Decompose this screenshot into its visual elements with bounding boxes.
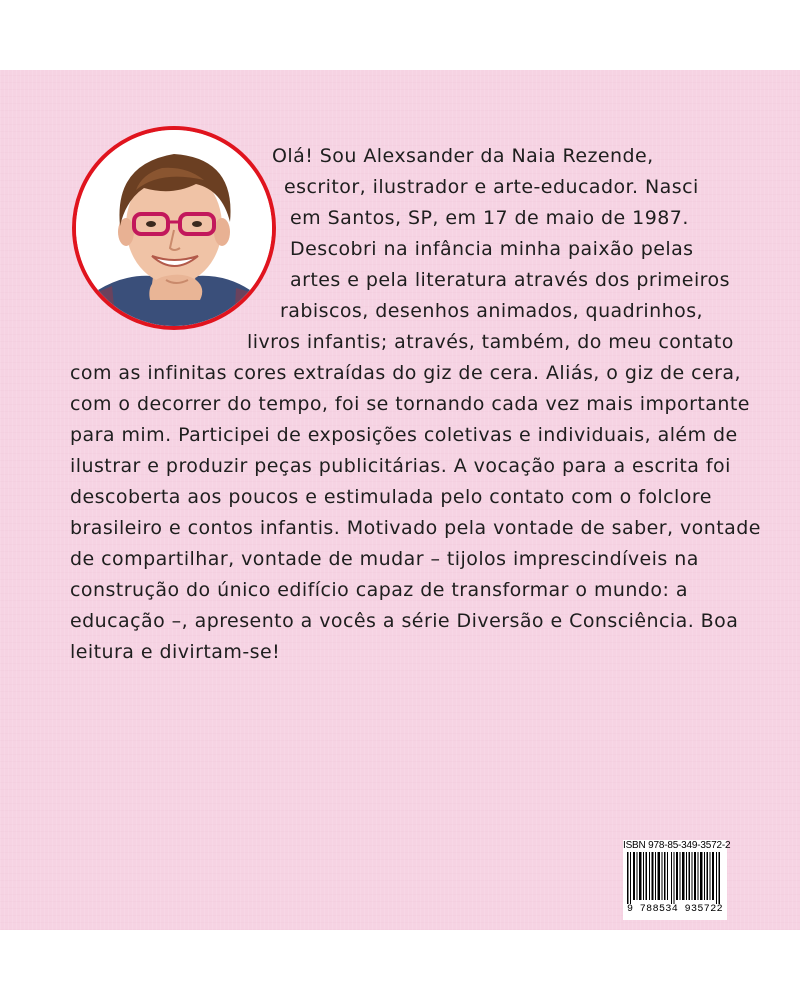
bio-line-15: construção do único edifício capaz de transformar o mundo: a bbox=[70, 579, 688, 601]
bio-line-14: de compartilhar, vontade de mudar – tijolos imprescindíveis na bbox=[70, 548, 699, 570]
bio-line-6: rabiscos, desenhos animados, quadrinhos, bbox=[280, 300, 704, 322]
bio-line-12: descoberta aos poucos e estimulada pelo contato com o folclore bbox=[70, 486, 712, 508]
author-photo bbox=[72, 126, 276, 330]
barcode-bars bbox=[627, 852, 723, 904]
back-cover bbox=[0, 70, 800, 930]
bio-line-4: Descobri na infância minha paixão pelas bbox=[290, 238, 694, 260]
bio-line-10: para mim. Participei de exposições coletivas e individuais, além de bbox=[70, 424, 738, 446]
bio-line-13: brasileiro e contos infantis. Motivado pela vontade de saber, vontade bbox=[70, 517, 761, 539]
bio-line-5: artes e pela literatura através dos primeiros bbox=[290, 269, 730, 291]
isbn-number: ISBN 978-85-349-3572-2 bbox=[623, 840, 731, 851]
bio-line-2: escritor, ilustrador e arte-educador. Nasci bbox=[284, 176, 699, 198]
bio-line-16: educação –, apresento a vocês a série Diversão e Consciência. Boa bbox=[70, 610, 739, 632]
barcode-digits: 9 788534 935722 bbox=[626, 904, 723, 915]
bio-line-3: em Santos, SP, em 17 de maio de 1987. bbox=[290, 207, 689, 229]
bio-line-1: Olá! Sou Alexsander da Naia Rezende, bbox=[272, 145, 654, 167]
bio-line-11: ilustrar e produzir peças publicitárias. A vocação para a escrita foi bbox=[70, 455, 731, 477]
bio-line-9: com o decorrer do tempo, foi se tornando cada vez mais importante bbox=[70, 393, 750, 415]
bio-line-17: leitura e divirtam-se! bbox=[70, 641, 281, 663]
isbn-barcode bbox=[623, 840, 731, 920]
bio-line-8: com as infinitas cores extraídas do giz de cera. Aliás, o giz de cera, bbox=[70, 362, 742, 384]
bio-line-7: livros infantis; através, também, do meu contato bbox=[247, 331, 734, 353]
